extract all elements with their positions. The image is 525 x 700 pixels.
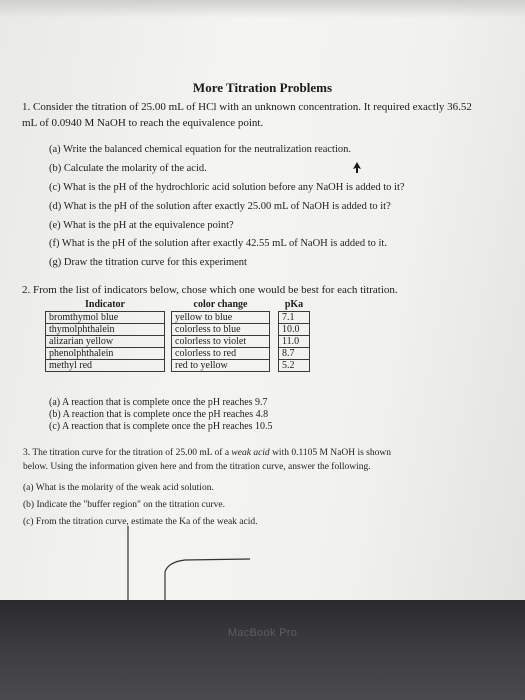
laptop-brand-label: MacBook Pro	[227, 627, 298, 639]
titration-curve-fragment	[0, 520, 525, 600]
problem-2-part-b: (b) A reaction that is complete once the pH reaches 4.8	[49, 409, 269, 420]
page-title: More Titration Problems	[192, 80, 333, 95]
pka-cell: 7.1	[279, 312, 310, 324]
problem-1-part-c: (c) What is the pH of the hydrochloric acid solution before any NaOH is added to it?	[49, 182, 405, 193]
table-row	[46, 312, 310, 324]
pka-cell: 10.0	[279, 324, 310, 336]
color-change-cell: red to yellow	[172, 360, 270, 372]
mouse-pointer-icon	[352, 162, 362, 174]
problem-1-text-line2: mL of 0.0940 M NaOH to reach the equivalence point.	[22, 117, 264, 129]
curve-line	[165, 559, 250, 600]
problem-2-part-c: (c) A reaction that is complete once the pH reaches 10.5	[49, 421, 273, 432]
pka-cell: 8.7	[279, 348, 310, 360]
indicator-cell: phenolphthalein	[46, 348, 165, 360]
pka-cell: 5.2	[279, 360, 310, 372]
indicator-table	[45, 299, 310, 372]
problem-1-part-g: (g) Draw the titration curve for this experiment	[49, 257, 247, 268]
color-change-cell: colorless to red	[172, 348, 270, 360]
problem-1-part-d: (d) What is the pH of the solution after exactly 25.00 mL of NaOH is added to it?	[49, 201, 391, 212]
problem-1-part-b: (b) Calculate the molarity of the acid.	[49, 163, 207, 174]
indicator-cell: alizarian yellow	[46, 336, 165, 348]
laptop-bezel	[0, 600, 525, 700]
problem-1-part-a: (a) Write the balanced chemical equation for the neutralization reaction.	[49, 144, 351, 155]
problem-2-part-a: (a) A reaction that is complete once the pH reaches 9.7	[49, 397, 268, 408]
table-row	[46, 348, 310, 360]
header-pka: pKa	[284, 299, 304, 310]
problem-1-text-line1: 1. Consider the titration of 25.00 mL of HCl with an unknown concentration. It required exactly 36.52	[22, 101, 472, 113]
table-row	[46, 336, 310, 348]
problem-1-part-f: (f) What is the pH of the solution after exactly 42.55 mL of NaOH is added to it.	[49, 238, 387, 249]
indicator-cell: bromthymol blue	[46, 312, 165, 324]
indicator-cell: thymolphthalein	[46, 324, 165, 336]
header-indicator: Indicator	[85, 299, 125, 310]
header-color-change: color change	[193, 299, 248, 310]
problem-2-text: 2. From the list of indicators below, chose which one would be best for each titration.	[22, 284, 398, 296]
table-row	[46, 360, 310, 372]
color-change-cell: colorless to violet	[172, 336, 270, 348]
table-row	[46, 324, 310, 336]
indicator-table-header	[46, 299, 310, 312]
problem-3-text-line1: 3. The titration curve for the titration of 25.00 mL of a weak acid with 0.1105 M NaOH is shown	[23, 448, 391, 458]
problem-3-part-a: (a) What is the molarity of the weak acid solution.	[23, 483, 214, 493]
pka-cell: 11.0	[279, 336, 310, 348]
problem-3-part-b: (b) Indicate the "buffer region" on the titration curve.	[23, 500, 225, 510]
indicator-cell: methyl red	[46, 360, 165, 372]
problem-3-part-c: (c) From the titration curve, estimate the Ka of the weak acid.	[23, 517, 258, 527]
problem-1-part-e: (e) What is the pH at the equivalence point?	[49, 220, 234, 231]
color-change-cell: colorless to blue	[172, 324, 270, 336]
color-change-cell: yellow to blue	[172, 312, 270, 324]
problem-3-text-line2: below. Using the information given here and from the titration curve, answer the following.	[23, 462, 371, 472]
